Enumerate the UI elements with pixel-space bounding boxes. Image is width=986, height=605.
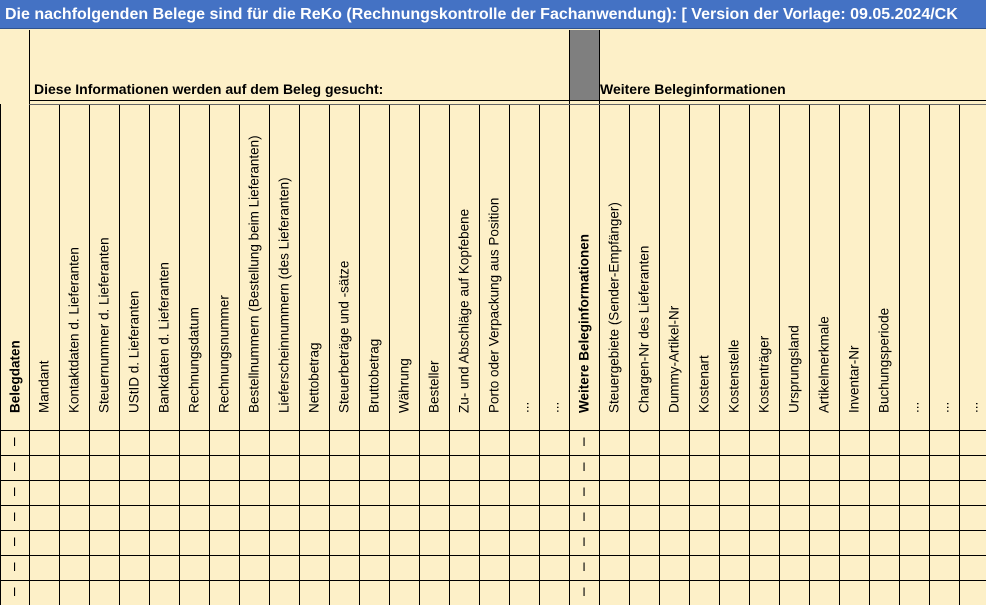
gridline-horizontal: [29, 100, 986, 101]
column-header[interactable]: [419, 104, 449, 430]
column-header[interactable]: [719, 104, 749, 430]
column-header-label: Rechnungsnummer: [216, 295, 232, 413]
column-header[interactable]: [179, 104, 209, 430]
column-header[interactable]: [899, 104, 929, 430]
column-header-label: Lieferscheinnummern (des Lieferanten): [276, 177, 292, 413]
column-header[interactable]: [839, 104, 869, 430]
gridline-horizontal: [0, 555, 986, 556]
row-marker[interactable]: I: [12, 535, 17, 549]
column-header[interactable]: [479, 104, 509, 430]
column-header[interactable]: [509, 104, 539, 430]
column-header[interactable]: [689, 104, 719, 430]
column-header[interactable]: [959, 104, 986, 430]
column-header-label: ...: [906, 401, 922, 413]
column-header[interactable]: [359, 104, 389, 430]
row-marker[interactable]: I: [12, 435, 17, 449]
column-header[interactable]: [299, 104, 329, 430]
column-header[interactable]: [749, 104, 779, 430]
column-header[interactable]: [569, 104, 599, 430]
row-marker[interactable]: I: [12, 460, 17, 474]
column-header[interactable]: [209, 104, 239, 430]
column-header-label: Steuergebiete (Sender-Empfänger): [606, 202, 622, 413]
row-marker[interactable]: I: [582, 560, 586, 574]
column-header-label: Steuerbeträge und -sätze: [336, 260, 352, 413]
row-marker[interactable]: I: [12, 585, 17, 599]
gridline-horizontal: [0, 480, 986, 481]
column-header-label: UStID d. Lieferanten: [126, 290, 142, 413]
column-header-label: Buchungsperiode: [876, 307, 892, 413]
column-header[interactable]: [599, 104, 629, 430]
row-marker[interactable]: I: [582, 435, 586, 449]
column-header-label: ...: [965, 401, 980, 413]
row-marker[interactable]: I: [582, 485, 586, 499]
sheet-title: Die nachfolgenden Belege sind für die ReKo (Rechnungskontrolle der Fachanwendung): [ Version der Vorlage: 09.05.2024/CK: [5, 6, 958, 23]
row-marker[interactable]: I: [582, 535, 586, 549]
row-marker[interactable]: I: [12, 510, 17, 524]
gridline-horizontal: [0, 580, 986, 581]
column-header[interactable]: [59, 104, 89, 430]
column-header-label: Kostenstelle: [726, 339, 742, 413]
column-header[interactable]: [89, 104, 119, 430]
column-header-label: ...: [546, 401, 562, 413]
column-header-label: Bestellnummern (Bestellung beim Lieferanten): [246, 135, 262, 413]
row-marker[interactable]: I: [12, 485, 17, 499]
section-label-further: Weitere Beleginformationen: [600, 81, 786, 97]
column-header-label: Besteller: [426, 360, 442, 413]
column-header[interactable]: [329, 104, 359, 430]
column-header-label: Weitere Beleginformationen: [576, 233, 592, 413]
column-header[interactable]: [809, 104, 839, 430]
column-header[interactable]: [449, 104, 479, 430]
column-header[interactable]: [119, 104, 149, 430]
column-header-label: ...: [516, 401, 532, 413]
column-header-label: Kostenträger: [756, 335, 772, 413]
column-header-label: Nettobetrag: [306, 342, 322, 413]
column-header-label: Bankdaten d. Lieferanten: [156, 262, 172, 413]
column-header-label: Kostenart: [696, 355, 712, 413]
column-header-label: Ursprungsland: [786, 325, 802, 413]
column-header[interactable]: [389, 104, 419, 430]
column-header[interactable]: [269, 104, 299, 430]
column-header-label: Bruttobetrag: [366, 338, 382, 413]
row-marker[interactable]: I: [582, 585, 586, 599]
column-header-label: Chargen-Nr des Lieferanten: [636, 245, 652, 413]
column-header[interactable]: [0, 30, 29, 430]
column-header-label: Währung: [396, 358, 412, 413]
row-marker[interactable]: I: [582, 510, 586, 524]
column-header-label: Rechnungsdatum: [186, 307, 202, 413]
column-header-label: Mandant: [36, 360, 52, 413]
column-header-label: Artikelmerkmale: [816, 316, 832, 413]
row-marker[interactable]: I: [582, 460, 586, 474]
column-header[interactable]: [869, 104, 899, 430]
column-header[interactable]: [29, 104, 59, 430]
section-label-search: Diese Informationen werden auf dem Beleg gesucht:: [34, 81, 384, 97]
column-header-label: Zu- und Abschläge auf Kopfebene: [456, 208, 472, 413]
separator-column: [569, 30, 599, 100]
column-header-label: Dummy-Artikel-Nr: [666, 305, 682, 413]
gridline-horizontal: [0, 505, 986, 506]
row-marker[interactable]: I: [12, 560, 17, 574]
column-header[interactable]: [539, 104, 569, 430]
column-header[interactable]: [659, 104, 689, 430]
column-header-label: ...: [936, 401, 952, 413]
column-header-label: Inventar-Nr: [846, 345, 862, 413]
column-header-label: Steuernummer d. Lieferanten: [96, 237, 112, 413]
column-header-label: Porto oder Verpackung aus Position: [486, 197, 502, 413]
column-header[interactable]: [149, 104, 179, 430]
column-header[interactable]: [929, 104, 959, 430]
column-header-label: Kontaktdaten d. Lieferanten: [66, 247, 82, 413]
column-header[interactable]: [629, 104, 659, 430]
column-header[interactable]: [239, 104, 269, 430]
column-header-label: Belegdaten: [7, 340, 22, 413]
gridline-horizontal: [0, 530, 986, 531]
gridline-horizontal: [0, 430, 986, 431]
column-header[interactable]: [779, 104, 809, 430]
gridline-horizontal: [0, 455, 986, 456]
